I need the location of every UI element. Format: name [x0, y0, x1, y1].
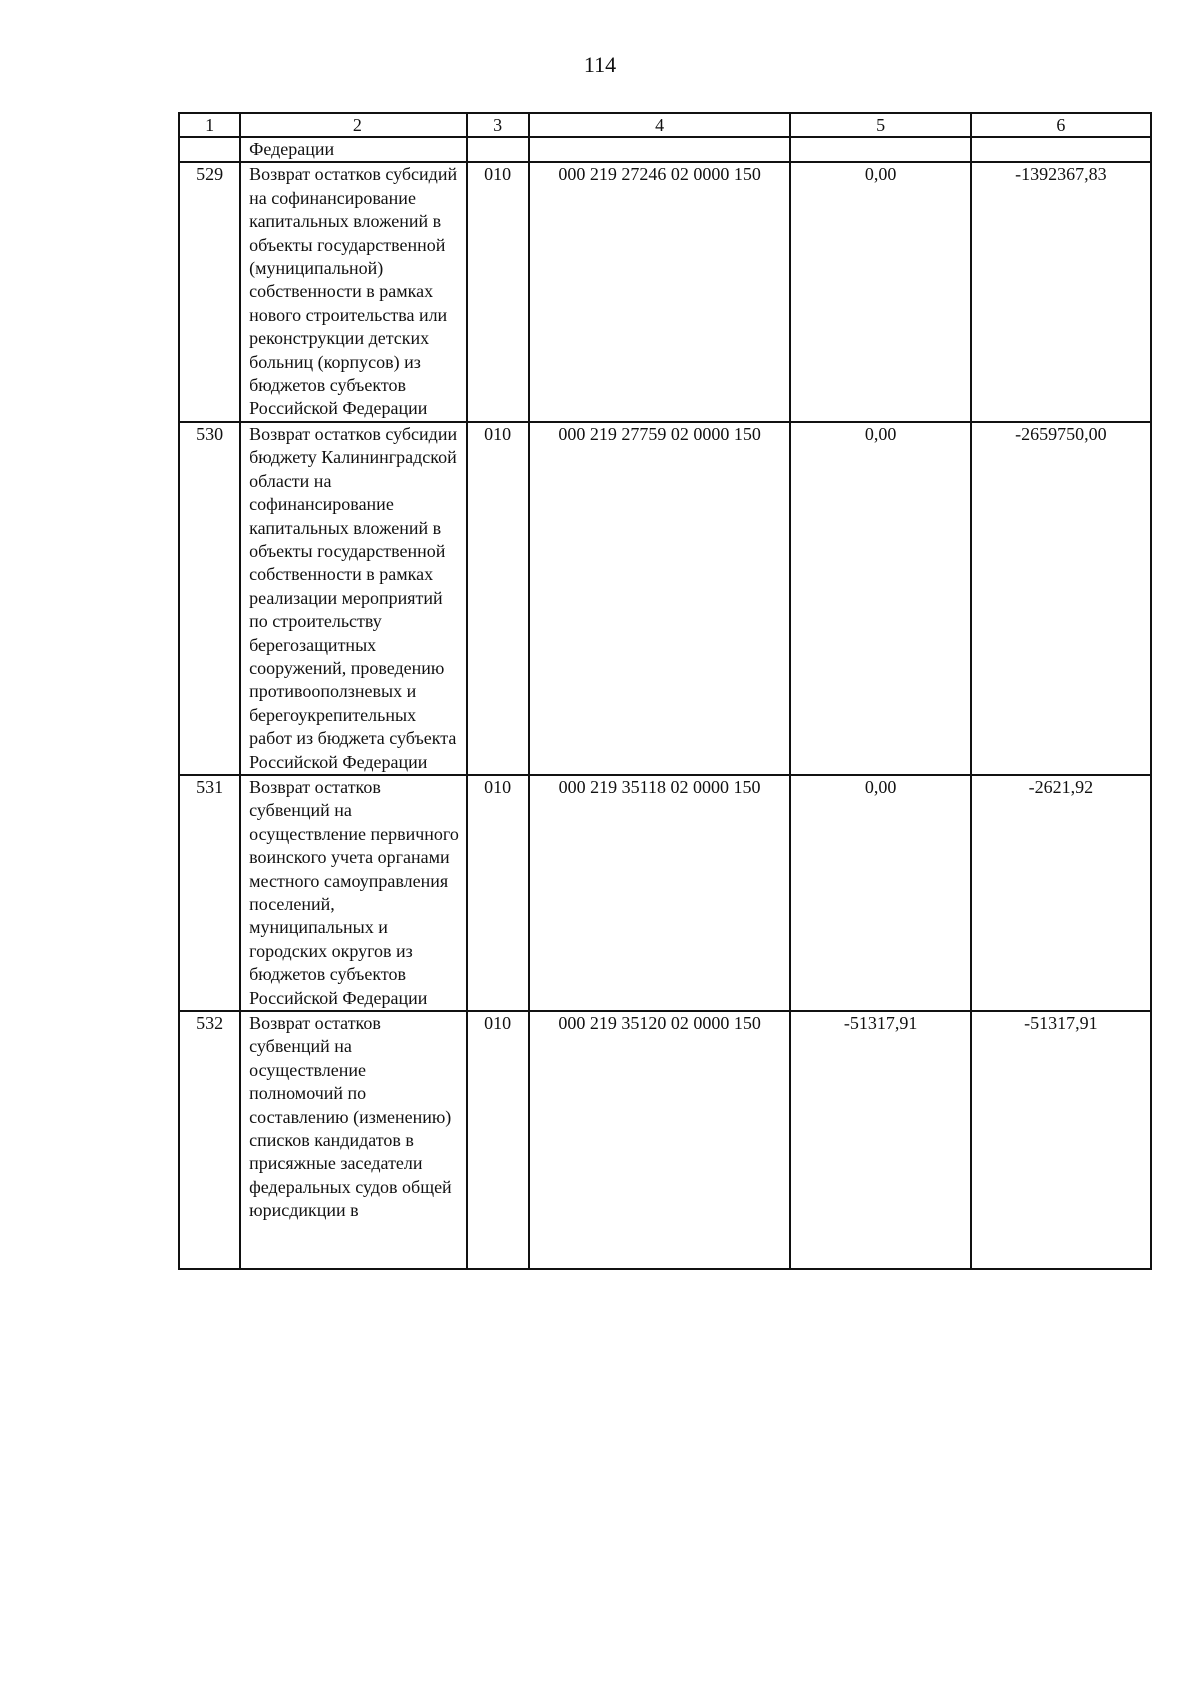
table-row: [179, 162, 1151, 421]
row-col5: [790, 137, 970, 162]
table-row: [179, 1011, 1151, 1269]
row-code: 010: [467, 775, 529, 1011]
header-col-2: 2: [240, 113, 466, 137]
table-row: [179, 422, 1151, 775]
row-code: 010: [467, 162, 529, 421]
row-kbk: 000 219 35120 02 0000 150: [529, 1011, 791, 1269]
row-code: 010: [467, 1011, 529, 1269]
row-kbk: 000 219 27759 02 0000 150: [529, 422, 791, 775]
row-name: Возврат остатков субвенций на осуществление полномочий по составлению (изменению) списков кандидатов в присяжные заседатели федеральных судов общей юрисдикции в: [240, 1011, 466, 1269]
row-col6: -1392367,83: [971, 162, 1151, 421]
header-col-3: 3: [467, 113, 529, 137]
row-kbk: 000 219 27246 02 0000 150: [529, 162, 791, 421]
row-number: 529: [179, 162, 240, 421]
row-col6: [971, 137, 1151, 162]
header-col-4: 4: [529, 113, 791, 137]
row-kbk: [529, 137, 791, 162]
row-code: [467, 137, 529, 162]
row-col6: -51317,91: [971, 1011, 1151, 1269]
row-col5: 0,00: [790, 162, 970, 421]
table-row-continuation: [179, 137, 1151, 162]
row-number: 532: [179, 1011, 240, 1269]
budget-table: [178, 112, 1152, 1270]
row-name: Возврат остатков субвенций на осуществление первичного воинского учета органами местного самоуправления поселений, муниципальных и городских округов из бюджетов субъектов Российской Федерации: [240, 775, 466, 1011]
row-code: 010: [467, 422, 529, 775]
row-name: Возврат остатков субсидий на софинансирование капитальных вложений в объекты государственной (муниципальной) собственности в рамках нового строительства или реконструкции детских больниц (корпусов) из бюджетов субъектов Российской Федерации: [240, 162, 466, 421]
table-row: [179, 775, 1151, 1011]
row-col6: -2659750,00: [971, 422, 1151, 775]
row-number: 531: [179, 775, 240, 1011]
row-name: Федерации: [240, 137, 466, 162]
header-col-1: 1: [179, 113, 240, 137]
row-col6: -2621,92: [971, 775, 1151, 1011]
row-col5: -51317,91: [790, 1011, 970, 1269]
row-kbk: 000 219 35118 02 0000 150: [529, 775, 791, 1011]
page-number: 114: [583, 52, 617, 77]
row-number: 530: [179, 422, 240, 775]
row-number: [179, 137, 240, 162]
row-col5: 0,00: [790, 422, 970, 775]
row-col5: 0,00: [790, 775, 970, 1011]
header-col-6: 6: [971, 113, 1151, 137]
row-name: Возврат остатков субсидии бюджету Калининградской области на софинансирование капитальных вложений в объекты государственной собственности в рамках реализации мероприятий по строительству берегозащитных сооружений, проведению противооползневых и берегоукрепительных работ из бюджета субъекта Российской Федерации: [240, 422, 466, 775]
table-header-row: [179, 113, 1151, 137]
header-col-5: 5: [790, 113, 970, 137]
